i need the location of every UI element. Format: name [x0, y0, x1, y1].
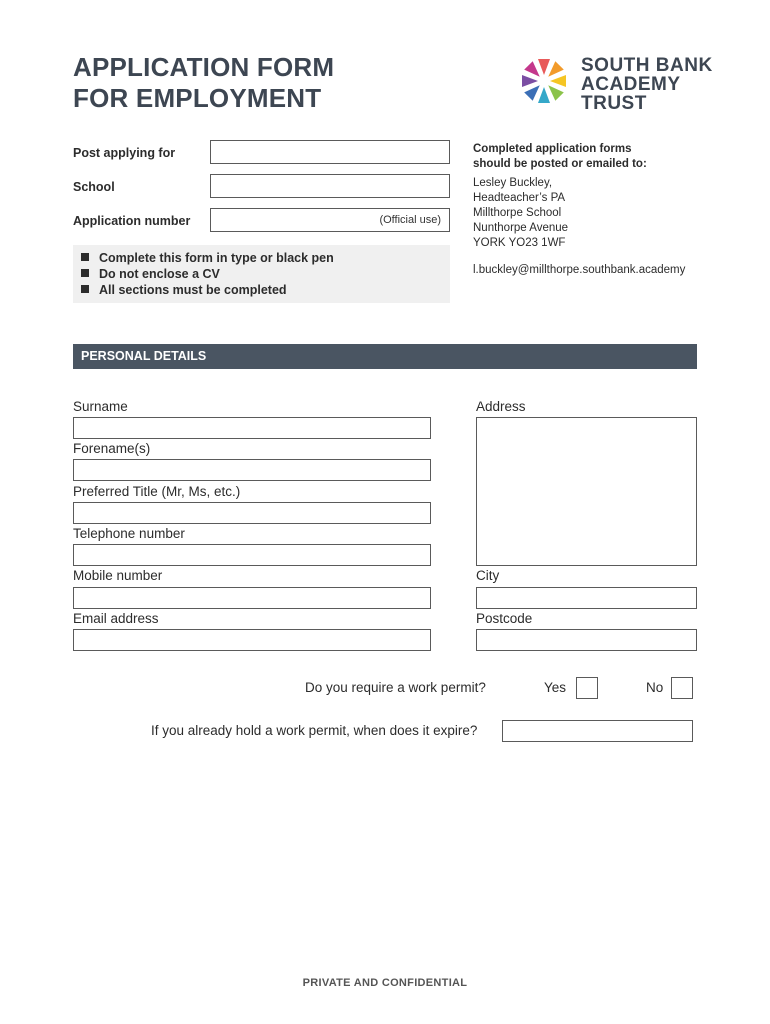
mobile-label: Mobile number	[73, 568, 163, 583]
address-label: Address	[476, 399, 526, 414]
work-permit-no-label: No	[646, 680, 664, 695]
title-line-2: FOR EMPLOYMENT	[73, 83, 322, 113]
submission-email[interactable]: l.buckley@millthorpe.southbank.academy	[473, 264, 686, 276]
application-number-input[interactable]	[210, 208, 450, 232]
logo-line-1: SOUTH BANK	[581, 55, 713, 76]
email-input[interactable]	[73, 629, 431, 651]
footer-confidential: PRIVATE AND CONFIDENTIAL	[302, 977, 468, 989]
instruction-item: Complete this form in type or black pen	[81, 251, 334, 265]
instructions-box	[73, 245, 450, 303]
work-permit-no-checkbox[interactable]	[671, 677, 693, 699]
section-header-personal-details: PERSONAL DETAILS	[73, 344, 697, 369]
official-use-note: (Official use)	[379, 214, 441, 226]
bullet-square-icon	[81, 269, 89, 277]
bullet-square-icon	[81, 285, 89, 293]
work-permit-yes-label: Yes	[544, 680, 567, 695]
logo-line-2: ACADEMY	[581, 74, 681, 95]
page-title	[73, 52, 334, 114]
forenames-label: Forename(s)	[73, 441, 151, 456]
permit-expiry-question: If you already hold a work permit, when does it expire?	[151, 723, 478, 738]
city-input[interactable]	[476, 587, 697, 609]
forenames-input[interactable]	[73, 459, 431, 481]
instruction-item: Do not enclose a CV	[81, 267, 220, 281]
school-label: School	[73, 180, 115, 194]
surname-label: Surname	[73, 399, 128, 414]
address-input[interactable]	[476, 417, 697, 566]
permit-expiry-input[interactable]	[502, 720, 693, 742]
post-label: Post applying for	[73, 146, 176, 160]
trust-logo-icon	[515, 53, 575, 109]
preferred-title-label: Preferred Title (Mr, Ms, etc.)	[73, 484, 241, 499]
title-line-1: APPLICATION FORM	[73, 52, 335, 82]
telephone-label: Telephone number	[73, 526, 185, 541]
submission-heading: Completed application forms should be posted or emailed to:	[473, 143, 647, 170]
bullet-square-icon	[81, 253, 89, 261]
instruction-item: All sections must be completed	[81, 283, 287, 297]
preferred-title-input[interactable]	[73, 502, 431, 524]
submission-address: Lesley Buckley, Headteacher’s PA Millthorpe School Nunthorpe Avenue YORK YO23 1WF	[473, 177, 569, 249]
mobile-input[interactable]	[73, 587, 431, 609]
postcode-input[interactable]	[476, 629, 697, 651]
city-label: City	[476, 568, 500, 583]
application-number-label: Application number	[73, 214, 191, 228]
telephone-input[interactable]	[73, 544, 431, 566]
logo-line-3: TRUST	[581, 93, 647, 114]
trust-logo-text	[581, 56, 713, 113]
postcode-label: Postcode	[476, 611, 533, 626]
school-input[interactable]	[210, 174, 450, 198]
post-input[interactable]	[210, 140, 450, 164]
work-permit-question: Do you require a work permit?	[305, 680, 486, 695]
email-label: Email address	[73, 611, 159, 626]
work-permit-yes-checkbox[interactable]	[576, 677, 598, 699]
surname-input[interactable]	[73, 417, 431, 439]
